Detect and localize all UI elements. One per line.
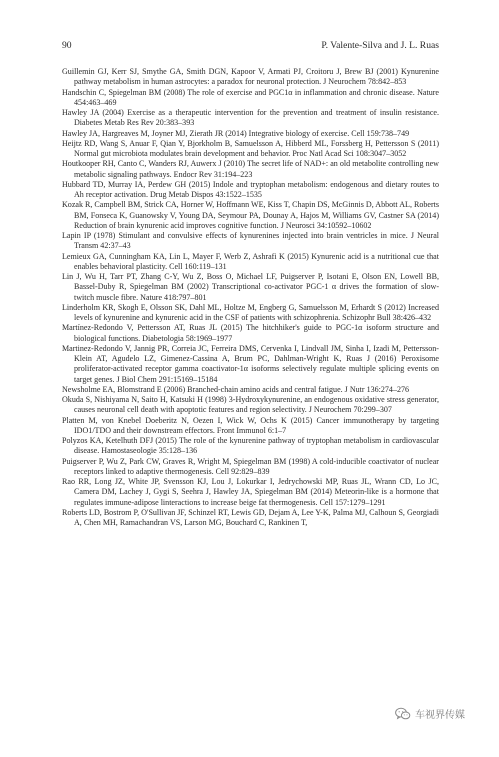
reference-entry: Linderholm KR, Skogh E, Olsson SK, Dahl ML, Holtze M, Engberg G, Samuelsson M, Erhardt S (2012) Increased levels of kynurenine and kynurenic acid in the CSF of patients with schizophrenia. Schizophr Bull 38:426–432 xyxy=(62,302,439,322)
reference-entry: Martínez-Redondo V, Pettersson AT, Ruas JL (2015) The hitchhiker's guide to PGC-1α isoform structure and biological functions. Diabetologia 58:1969–1977 xyxy=(62,323,439,343)
running-header-authors: P. Valente-Silva and J. L. Ruas xyxy=(321,40,439,51)
reference-entry: Roberts LD, Bostrom P, O'Sullivan JF, Schinzel RT, Lewis GD, Dejam A, Lee Y-K, Palma MJ, Calhoun S, Georgiadi A, Chen MH, Ramachandran VS, Larson MG, Bouchard C, Rankinen T, xyxy=(62,507,439,527)
reference-entry: Handschin C, Spiegelman BM (2008) The role of exercise and PGC1α in inflammation and chronic disease. Nature 454:463–469 xyxy=(62,87,439,107)
reference-entry: Heijtz RD, Wang S, Anuar F, Qian Y, Bjorkholm B, Samuelsson A, Hibberd ML, Forssberg H, Pettersson S (2011) Normal gut microbiota modulates brain development and behavior. Proc Natl Acad Sci 108:3047–3052 xyxy=(62,138,439,158)
reference-entry: Martinez-Redondo V, Jannig PR, Correia JC, Ferreira DMS, Cervenka I, Lindvall JM, Sinha I, Izadi M, Pettersson-Klein AT, Agudelo LZ, Gimenez-Cassina A, Brum PC, Dahlman-Wright K, Ruas J (2016) Peroxisome proliferator-activated receptor gamma coactivator-1α isoforms selectively regulate multiple splicing events on target genes. J Biol Chem 291:15169–15184 xyxy=(62,343,439,384)
reference-entry: Polyzos KA, Ketelhuth DFJ (2015) The role of the kynurenine pathway of tryptophan metabolism in cardiovascular disease. Hamostaseologie 35:128–136 xyxy=(62,436,439,456)
reference-entry: Lemieux GA, Cunningham KA, Lin L, Mayer F, Werb Z, Ashrafi K (2015) Kynurenic acid is a nutritional cue that enables behavioral plasticity. Cell 160:119–131 xyxy=(62,251,439,271)
running-header xyxy=(62,40,439,52)
page-number: 90 xyxy=(62,40,72,51)
watermark xyxy=(395,706,465,721)
reference-entry: Hawley JA, Hargreaves M, Joyner MJ, Zierath JR (2014) Integrative biology of exercise. Cell 159:738–749 xyxy=(62,128,410,138)
reference-list xyxy=(62,67,439,528)
reference-entry: Houtkooper RH, Canto C, Wanders RJ, Auwerx J (2010) The secret life of NAD+: an old metabolite controlling new metabolic signaling pathways. Endocr Rev 31:194–223 xyxy=(62,159,439,179)
reference-entry: Lapin IP (1978) Stimulant and convulsive effects of kynurenines injected into brain ventricles in mice. J Neural Transm 42:37–43 xyxy=(62,231,439,251)
reference-entry: Rao RR, Long JZ, White JP, Svensson KJ, Lou J, Lokurkar I, Jedrychowski MP, Ruas JL, Wrann CD, Lo JC, Camera DM, Lachey J, Gygi S, Seehra J, Hawley JA, Spiegelman BM (2014) Meteorin-like is a hormone that regulates immune-adipose linteractions to increase beige fat thermogenesis. Cell 157:1279–1291 xyxy=(62,477,439,507)
reference-entry: Platten M, von Knebel Doeberitz N, Oezen I, Wick W, Ochs K (2015) Cancer immunotherapy by targeting IDO1/TDO and their downstream effectors. Front Immunol 6:1–7 xyxy=(62,415,439,435)
reference-entry: Kozak R, Campbell BM, Strick CA, Horner W, Hoffmann WE, Kiss T, Chapin DS, McGinnis D, Abbott AL, Roberts BM, Fonseca K, Guanowsky V, Young DA, Seymour PA, Dounay A, Hajos M, Williams GV, Castner SA (2014) Reduction of brain kynurenic acid improves cognitive function. J Neurosci 34:10592–10602 xyxy=(62,200,439,230)
reference-entry: Newsholme EA, Blomstrand E (2006) Branched-chain amino acids and central fatigue. J Nutr 136:274–276 xyxy=(62,384,410,394)
reference-entry: Lin J, Wu H, Tarr PT, Zhang C-Y, Wu Z, Boss O, Michael LF, Puigserver P, Isotani E, Olson EN, Lowell BB, Bassel-Duby R, Spiegelman BM (2002) Transcriptional co-activator PGC-1 α drives the formation of slow-twitch muscle fibre. Nature 418:797–801 xyxy=(62,272,439,302)
reference-entry: Hawley JA (2004) Exercise as a therapeutic intervention for the prevention and treatment of insulin resistance. Diabetes Metab Res Rev 20:383–393 xyxy=(62,108,439,128)
wechat-icon xyxy=(395,707,411,721)
reference-entry: Hubbard TD, Murray IA, Perdew GH (2015) Indole and tryptophan metabolism: endogenous and dietary routes to Ah receptor activation. Drug Metab Dispos 43:1522–1535 xyxy=(62,179,439,199)
reference-entry: Okuda S, Nishiyama N, Saito H, Katsuki H (1998) 3-Hydroxykynurenine, an endogenous oxidative stress generator, causes neuronal cell death with apoptotic features and region selectivity. J Neurochem 70:299–307 xyxy=(62,395,439,415)
reference-entry: Puigserver P, Wu Z, Park CW, Graves R, Wright M, Spiegelman BM (1998) A cold-inducible coactivator of nuclear receptors linked to adaptive thermogenesis. Cell 92:829–839 xyxy=(62,456,439,476)
watermark-text: 车视界传媒 xyxy=(415,710,465,721)
reference-entry: Guillemin GJ, Kerr SJ, Smythe GA, Smith DGN, Kapoor V, Armati PJ, Croitoru J, Brew BJ (2001) Kynurenine pathway metabolism in human astrocytes: a paradox for neuronal protection. J Neurochem 78:842–853 xyxy=(62,67,439,87)
